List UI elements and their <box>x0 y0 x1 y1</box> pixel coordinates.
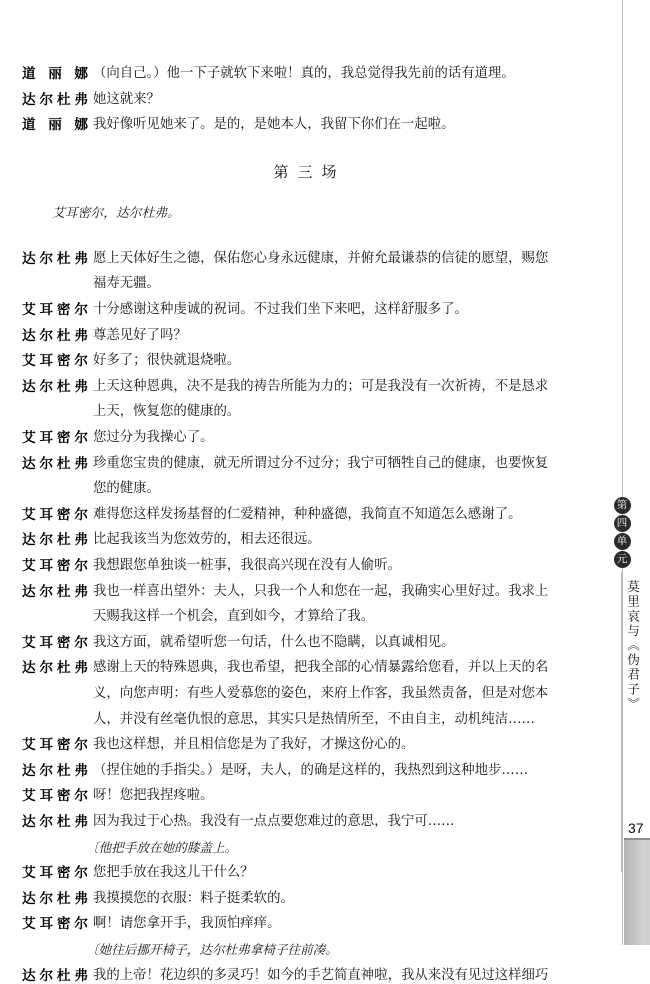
scene-title: 第三场 <box>273 162 346 181</box>
dialogue-line: 我也一样喜出望外：夫人，只我一个人和您在一起，我确实心里好过。我求上 <box>93 583 549 599</box>
dialogue-line: 我也这样想，并且相信您是为了我好，才操这份心的。 <box>93 737 415 753</box>
dialogue-line-continuation: 上天，恢复您的健康的。 <box>93 404 241 420</box>
speaker-name: 道丽娜 <box>22 117 88 134</box>
right-margin-rule <box>622 0 623 945</box>
dialogue-line: 难得您这样发扬基督的仁爱精神，种种盛德，我简直不知道怎么感谢了。 <box>93 506 522 522</box>
dialogue-line-continuation: 天赐我这样一个机会，直到如今，才算给了我。 <box>93 609 375 625</box>
dialogue-line: 尊恙见好了吗？ <box>93 327 187 343</box>
speaker-name: 达尔杜弗 <box>22 814 88 830</box>
dialogue-line: 您把手放在我这儿干什么？ <box>93 865 254 881</box>
dialogue-line-continuation: 人，并没有丝毫仇恨的意思，其实只是热情所至，不由自主，动机纯洁…… <box>93 711 535 727</box>
dialogue-line: 感谢上天的特殊恩典，我也希望，把我全部的心情暴露给您看，并以上天的名 <box>93 660 549 676</box>
speaker-name: 达尔杜弗 <box>22 91 88 108</box>
dialogue-line: 我好像听见她来了。是的，是她本人，我留下你们在一起啦。 <box>93 117 455 133</box>
unit-marker-stack <box>612 497 632 568</box>
unit-marker-char: 第 <box>614 497 631 514</box>
speaker-name: 达尔杜弗 <box>22 583 88 600</box>
dialogue-line: 我这方面，就希望听您一句话，什么也不隐瞒，以真诚相见。 <box>93 634 455 650</box>
dialogue-line: 我摸摸您的衣服：料子挺柔软的。 <box>93 890 294 906</box>
dialogue-line: 上天这种恩典，决不是我的祷告所能为力的；可是我没有一次祈祷，不是恳求 <box>93 378 549 394</box>
stage-direction: 〔他把手放在她的膝盖上。 <box>86 839 238 855</box>
speaker-name: 达尔杜弗 <box>22 250 88 267</box>
speaker-name: 艾耳密尔 <box>22 558 88 574</box>
speaker-name: 艾耳密尔 <box>22 506 88 523</box>
speaker-name: 道丽娜 <box>22 66 88 82</box>
dialogue-line-continuation: 义，向您声明：有些人爱慕您的姿色，来府上作客，我虽然责备，但是对您本 <box>93 686 549 701</box>
speaker-name: 达尔杜弗 <box>22 890 88 907</box>
dialogue-line: 她这就来？ <box>93 91 160 107</box>
dialogue-line: 愿上天体好生之德，保佑您心身永远健康，并俯允最谦恭的信徒的愿望，赐您 <box>93 250 549 266</box>
dialogue-line: 珍重您宝贵的健康，就无所谓过分不过分；我宁可牺牲自己的健康，也要恢复 <box>93 455 549 471</box>
speaker-name: 艾耳密尔 <box>22 302 88 318</box>
speaker-name: 艾耳密尔 <box>22 430 88 446</box>
speaker-name: 艾耳密尔 <box>22 865 88 882</box>
dialogue-line-continuation: 福寿无疆。 <box>93 276 160 292</box>
speaker-name: 达尔杜弗 <box>22 378 88 395</box>
dialogue-line: 啊！请您拿开手，我顶怕痒痒。 <box>93 916 281 932</box>
dialogue-line: （捏住她的手指尖。）是呀，夫人，的确是这样的，我热烈到这种地步…… <box>93 762 529 778</box>
dialogue-line: 因为我过于心热。我没有一点点要您难过的意思，我宁可…… <box>93 814 455 829</box>
dialogue-line: 十分感谢这种虔诚的祝词。不过我们坐下来吧，这样舒服多了。 <box>93 302 468 317</box>
unit-marker-char: 单 <box>614 533 631 550</box>
speaker-name: 艾耳密尔 <box>22 737 88 754</box>
dialogue-line: 您过分为我操心了。 <box>93 430 214 445</box>
speaker-name: 艾耳密尔 <box>22 788 88 805</box>
scene-cast-list: 艾耳密尔，达尔杜弗。 <box>52 205 180 221</box>
dialogue-line: 我想跟您单独谈一桩事，我很高兴现在没有人偷听。 <box>93 558 401 573</box>
unit-marker-char: 四 <box>614 515 631 532</box>
running-title-vertical: 莫里哀与《伪君子》 <box>625 580 640 712</box>
dialogue-line-continuation: 您的健康。 <box>93 481 160 497</box>
dialogue-line: （向自己。）他一下子就软下来啦！真的，我总觉得我先前的话有道理。 <box>93 66 515 81</box>
stage-direction: 〔她往后挪开椅子，达尔杜弗拿椅子往前凑。 <box>86 942 338 957</box>
speaker-name: 达尔杜弗 <box>22 327 88 344</box>
speaker-name: 达尔杜弗 <box>22 967 88 984</box>
speaker-name: 艾耳密尔 <box>22 916 88 933</box>
speaker-name: 艾耳密尔 <box>22 353 88 370</box>
dialogue-line: 好多了；很快就退烧啦。 <box>93 353 241 369</box>
dialogue-line: 呀！您把我捏疼啦。 <box>93 788 214 804</box>
scan-edge-artifact <box>624 840 650 945</box>
dialogue-line: 我的上帝！花边织的多灵巧！如今的手艺简直神啦，我从来没有见过这样细巧 <box>93 967 549 983</box>
speaker-name: 达尔杜弗 <box>22 455 88 472</box>
unit-marker-char: 元 <box>614 551 631 568</box>
speaker-name: 艾耳密尔 <box>22 634 88 651</box>
page-number: 37 <box>628 820 644 836</box>
speaker-name: 达尔杜弗 <box>22 660 88 677</box>
dialogue-line: 比起我该当为您效劳的，相去还很远。 <box>93 532 321 548</box>
speaker-name: 达尔杜弗 <box>22 532 88 549</box>
speaker-name: 达尔杜弗 <box>22 762 88 779</box>
